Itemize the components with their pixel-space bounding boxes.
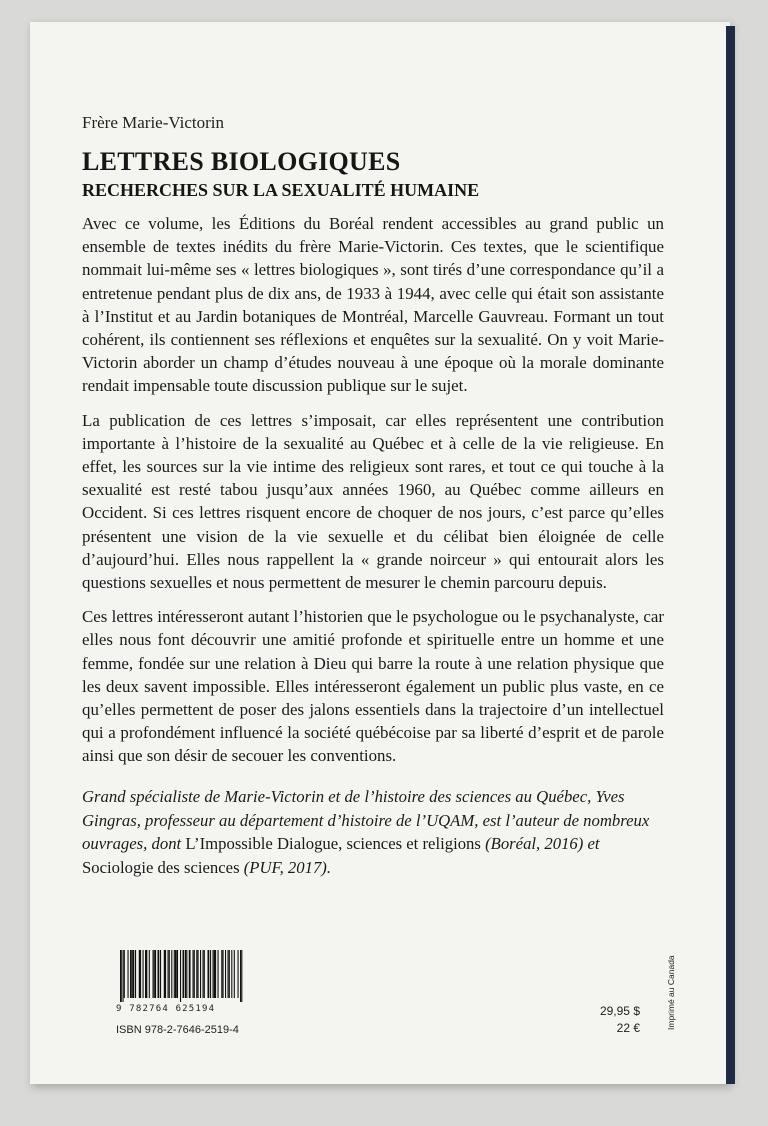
barcode-bar — [189, 950, 191, 998]
barcode-bar — [218, 950, 219, 998]
barcode-bar — [200, 950, 201, 998]
barcode-bar — [225, 950, 226, 998]
barcode-bar — [130, 950, 131, 998]
barcode-bar — [194, 950, 195, 998]
barcode-bar — [146, 950, 147, 998]
barcode-bar — [186, 950, 187, 998]
barcode-bar — [183, 950, 185, 998]
author-bio — [82, 785, 664, 879]
barcode-bar — [174, 950, 175, 998]
isbn: ISBN 978-2-7646-2519-4 — [116, 1024, 239, 1036]
barcode — [116, 950, 246, 1010]
bio-text: Grand spécialiste de Marie-Victorin et de l’histoire des sciences au Québec, Yves Gingras, professeur au département d’histoire de l’UQAM, est l’auteur de nombreux ouvrages, dont — [82, 787, 650, 854]
bio-book-title: L’Impossible Dialogue, sciences et religions — [185, 834, 481, 854]
spine-edge — [726, 26, 735, 1084]
barcode-bar — [165, 950, 166, 998]
barcode-bar — [213, 950, 214, 998]
barcode-bar — [198, 950, 199, 998]
barcode-bar — [158, 950, 160, 998]
barcode-bar — [128, 950, 129, 998]
printed-in-canada: Imprimé au Canada — [666, 955, 676, 1030]
barcode-bar — [120, 950, 122, 1002]
barcode-bar — [175, 950, 176, 998]
barcode-bar — [215, 950, 216, 998]
barcode-bar — [123, 950, 124, 1002]
barcode-bar — [240, 950, 241, 1002]
barcode-bar — [169, 950, 170, 998]
barcode-bar — [160, 950, 161, 998]
barcode-bar — [155, 950, 156, 998]
barcode-bar — [180, 950, 181, 1002]
bio-book-title: Sociologie des sciences — [82, 857, 240, 877]
barcode-bar — [168, 950, 169, 998]
barcode-bar — [185, 950, 186, 998]
barcode-bar — [154, 950, 155, 998]
blurb-paragraph: La publication de ces lettres s’imposait, car elles représentent une contribution importante à l’histoire de la sexualité au Québec et à celle de la vie religieuse. En effet, les sources sur la vie intime des religieux sont rares, et tout ce qui touche à la sexualité est resté tabou jusqu’aux années 1960, au Québec comme ailleurs en Occident. Si ces lettres risquent encore de choquer de nos jours, c’est parce qu’elles présentent une vision de la vie sexuelle et du célibat bien éloignée de celle d’aujourd’hui. Elles nous rappellent la « grande noirceur » qui entourait alors les questions sexuelles et nous permettent de mesurer le chemin parcouru depuis. — [82, 410, 664, 593]
bio-publisher: (PUF, 2017). — [239, 857, 332, 877]
barcode-bar — [221, 950, 222, 998]
barcode-bar — [143, 950, 144, 998]
blurb-paragraph: Ces lettres intéresseront autant l’historien que le psychologue ou le psychanalyste, car elles nous font découvrir une amitié profonde et spirituelle entre un homme et une femme, fondée sur une relation à Dieu qui barre la route à une relation physique que les deux savent impossible. Elles intéresseront également un public plus vaste, en ce qu’elles permettent de poser des jalons essentiels dans la trajectoire d’un intellectuel qui a profondément influencé la société québécoise par sa liberté d’esprit et de parole ainsi que son désir de secouer les conventions. — [82, 607, 664, 766]
blurb-paragraph: Avec ce volume, les Éditions du Boréal rendent accessibles au grand public un ensemble de textes inédits du frère Marie-Victorin. Ces textes, que le scientifique nommait lui-même ses « lettres biologiques », sont tirés d’une correspondance qu’il a entretenue pendant plus de dix ans, de 1933 à 1944, avec celle qui était son assistante à l’Institut et au Jardin botaniques de Montréal, Marcelle Gauvreau. Formant un tout cohérent, ils contiennent ses réflexions et enquêtes sur la sexualité. On y voit Marie-Victorin aborder un champ d’études nouveau à une époque où la morale dominante rendait impensable toute discussion publique sur le sujet. — [82, 214, 664, 396]
barcode-bar — [208, 950, 210, 998]
barcode-bar — [203, 950, 204, 998]
barcode-bar — [223, 950, 224, 998]
barcode-number: 9 782764 625194 — [116, 1004, 216, 1014]
barcode-bar — [171, 950, 172, 998]
barcode-bar — [193, 950, 194, 998]
barcode-bar — [153, 950, 154, 998]
barcode-bar — [234, 950, 235, 998]
barcode-bar — [231, 950, 232, 998]
barcode-bar — [140, 950, 141, 998]
barcode-bar — [204, 950, 205, 998]
barcode-bar — [241, 950, 242, 1002]
book-title: LETTRES BIOLOGIQUES — [82, 147, 401, 176]
price-eur: 22 € — [616, 1021, 640, 1035]
barcode-bar — [149, 950, 150, 998]
barcode-bar — [210, 950, 211, 998]
book-subtitle: RECHERCHES SUR LA SEXUALITÉ HUMAINE — [82, 180, 480, 200]
barcode-icon — [116, 950, 246, 1002]
barcode-bar — [238, 950, 239, 998]
author-name: Frère Marie-Victorin — [82, 113, 225, 132]
barcode-bar — [133, 950, 135, 998]
barcode-bar — [124, 950, 125, 998]
barcode-bar — [196, 950, 197, 998]
blurb — [82, 212, 664, 779]
barcode-bar — [135, 950, 136, 998]
barcode-bar — [229, 950, 230, 998]
barcode-bar — [176, 950, 178, 998]
barcode-bar — [131, 950, 132, 998]
barcode-bar — [228, 950, 229, 998]
price-cad: 29,95 $ — [599, 1004, 640, 1018]
bio-publisher: (Boréal, 2016) et — [480, 834, 600, 854]
